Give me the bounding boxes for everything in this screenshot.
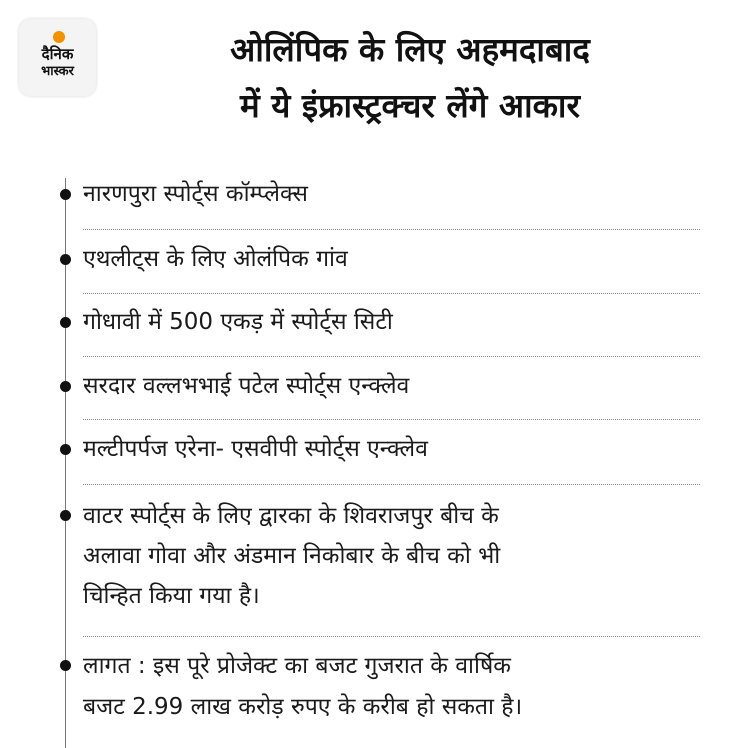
list-item-sports-city [83, 303, 393, 341]
list-item-text-line: बजट 2.99 लाख करोड़ रुपए के करीब हो सकता है। [83, 694, 523, 720]
title-line-2: में ये इंफ्रास्ट्रक्चर लेंगे आकार [240, 86, 580, 125]
list-item-sardar-patel-enclave [83, 367, 409, 405]
bullet-dot [60, 381, 71, 392]
bullet-dot [60, 510, 71, 521]
sun-logo-icon [53, 31, 65, 43]
separator [83, 229, 700, 230]
list-item-water-sports [83, 496, 500, 616]
separator [83, 484, 700, 485]
bullet-dot [60, 444, 71, 455]
list-item-text-line: लागत : इस पूरे प्रोजेक्ट का बजट गुजरात के वार्षिक [83, 653, 511, 679]
bullet-dot [60, 317, 71, 328]
list-item-text: गोधावी में 500 एकड़ में स्पोर्ट्स सिटी [83, 309, 393, 335]
list-item-multipurpose-arena [83, 430, 428, 468]
list-item-naranpura [83, 175, 308, 213]
separator [83, 356, 700, 357]
list-item-olympic-village [83, 240, 348, 278]
bullet-dot [60, 189, 71, 200]
separator [83, 419, 700, 420]
list-item-text-line: चिन्हित किया गया है। [83, 583, 260, 609]
separator [83, 293, 700, 294]
list-item-cost [83, 646, 522, 728]
bullet-dot [60, 660, 71, 671]
bullet-dot [60, 254, 71, 265]
list-item-text: नारणपुरा स्पोर्ट्स कॉम्प्लेक्स [83, 181, 308, 207]
list-item-text-line: अलावा गोवा और अंडमान निकोबार के बीच को भी [83, 543, 501, 569]
list-item-text: मल्टीपर्पज एरेना- एसवीपी स्पोर्ट्स एन्क्लेव [83, 436, 428, 462]
list-item-text: एथलीट्स के लिए ओलंपिक गांव [83, 246, 348, 272]
list-item-text-line: वाटर स्पोर्ट्स के लिए द्वारका के शिवराजपुर बीच के [83, 503, 499, 529]
logo-line-2: भास्कर [41, 64, 74, 79]
list-item-text: सरदार वल्लभभाई पटेल स्पोर्ट्स एन्क्लेव [83, 373, 410, 399]
logo-line-1: दैनिक [41, 45, 74, 63]
title-line-1: ओलिंपिक के लिए अहमदाबाद [230, 30, 590, 69]
page-title [110, 22, 710, 134]
separator [83, 636, 700, 637]
dainik-bhaskar-logo [19, 19, 96, 96]
